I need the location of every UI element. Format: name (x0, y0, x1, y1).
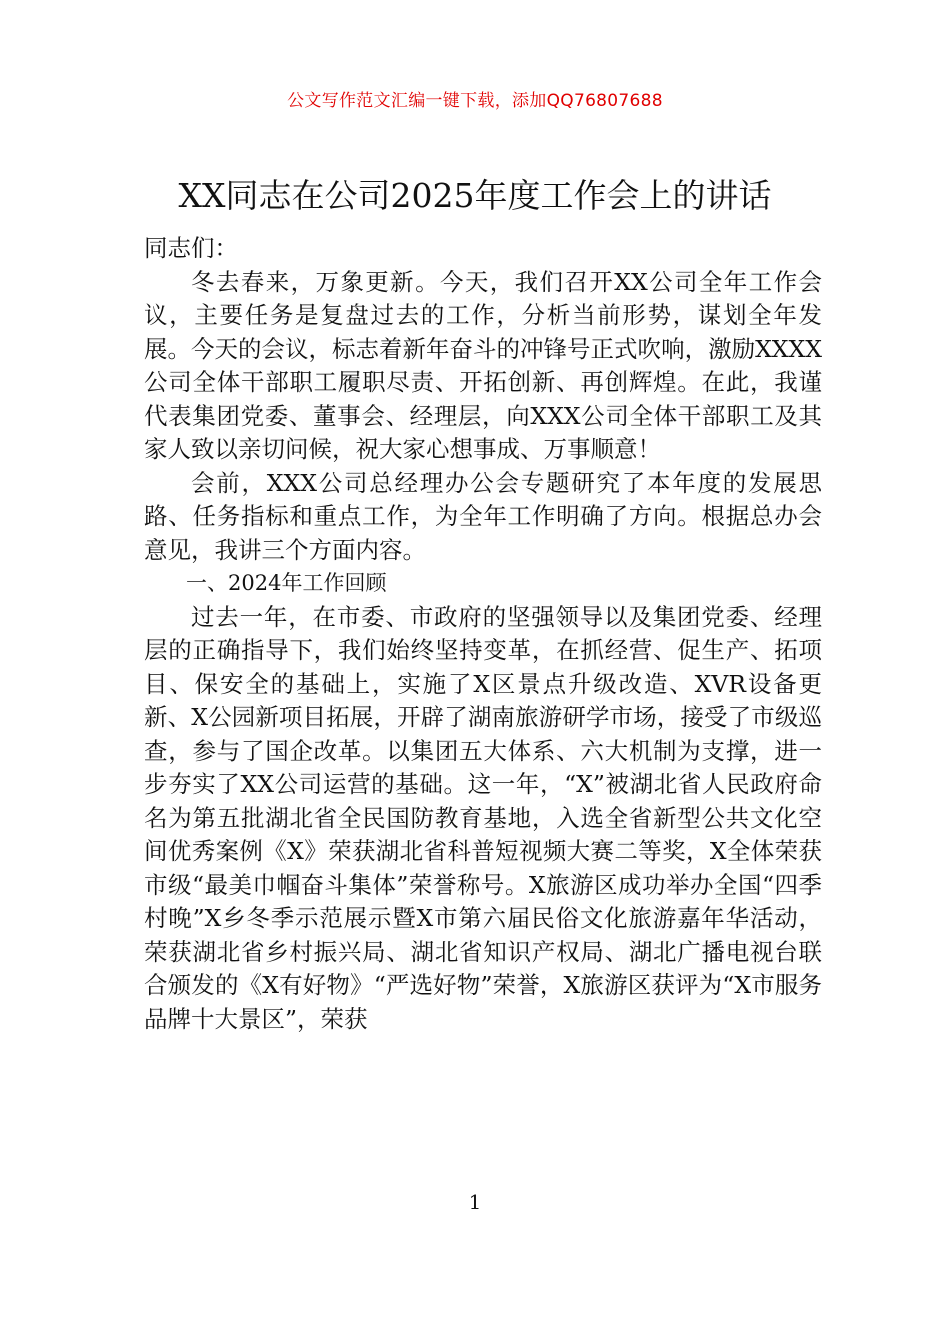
paragraph-preface: 会前，XXX公司总经理办公会专题研究了本年度的发展思路、任务指标和重点工作，为全年工作明确了方向。根据总办会意见，我讲三个方面内容。 (144, 468, 822, 564)
greeting: 同志们： (144, 234, 238, 262)
section-heading: 一、2024年工作回顾 (186, 571, 387, 595)
paragraph-opening: 冬去春来，万象更新。今天，我们召开XX公司全年工作会议，主要任务是复盘过去的工作，分析当前形势，谋划全年发展。今天的会议，标志着新年奋斗的冲锋号正式吹响，激励XXXX公司全体干部职工履职尽责、开拓创新、再创辉煌。在此，我谨代表集团党委、董事会、经理层，向XXX公司全体干部职工及其家人致以亲切问候，祝大家心想事成、万事顺意！ (144, 267, 822, 463)
document-body (144, 232, 822, 1036)
paragraph-review: 过去一年，在市委、市政府的坚强领导以及集团党委、经理层的正确指导下，我们始终坚持变革，在抓经营、促生产、拓项目、保安全的基础上，实施了X区景点升级改造、XVR设备更新、X公园新项目拓展，开辟了湖南旅游研学市场，接受了市级巡查，参与了国企改革。以集团五大体系、六大机制为支撑，进一步夯实了XX公司运营的基础。这一年，“X”被湖北省人民政府命名为第五批湖北省全民国防教育基地，入选全省新型公共文化空间优秀案例《X》荣获湖北省科普短视频大赛二等奖，X全体荣获市级“最美巾帼奋斗集体”荣誉称号。X旅游区成功举办全国“四季村晚”X乡冬季示范展示暨X市第六届民俗文化旅游嘉年华活动，荣获湖北省乡村振兴局、湖北省知识产权局、湖北广播电视台联合颁发的《X有好物》“严选好物”荣誉，X旅游区获评为“X市服务品牌十大景区”，荣获 (144, 602, 822, 1033)
page-number: 1 (468, 1190, 482, 1214)
document-title: XX同志在公司2025年度工作会上的讲话 (178, 176, 772, 215)
watermark: 公文写作范文汇编一键下载，添加QQ76807688 (287, 91, 663, 111)
